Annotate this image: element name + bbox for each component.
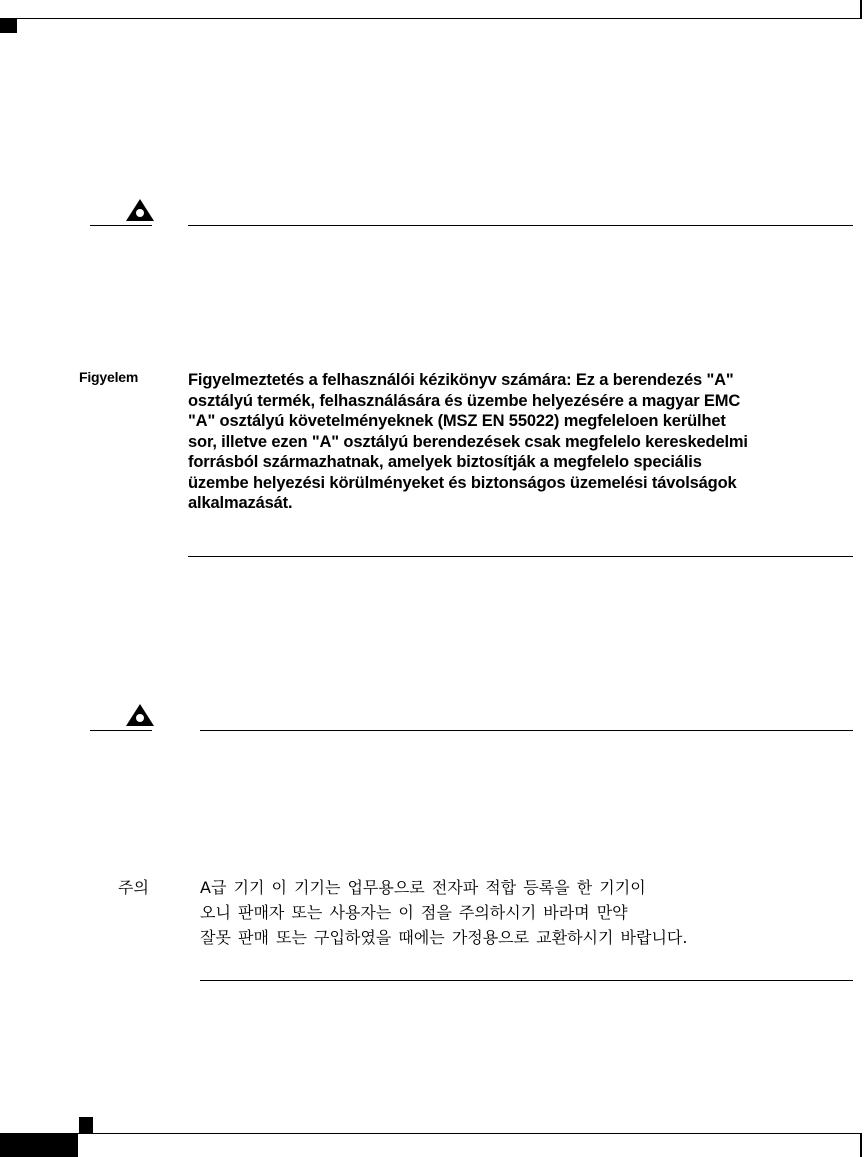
caution-text — [188, 370, 858, 514]
caution-icon-rule — [90, 225, 152, 226]
footer-rule — [0, 1133, 862, 1134]
caution-text-line: 잘못 판매 또는 구입하였을 때에는 가정용으로 교환하시기 바랍니다. — [200, 928, 688, 947]
caution-triangle-icon — [125, 703, 155, 727]
caution-text-line: 오니 판매자 또는 사용자는 이 점을 주의하시기 바라며 만약 — [200, 903, 628, 922]
caution-top-rule — [200, 730, 853, 731]
caution-icon-rule — [90, 730, 152, 731]
caution-text-line: A급 기기 이 기기는 업무용으로 전자파 적합 등록을 한 기기이 — [200, 878, 646, 897]
caution-triangle-icon — [125, 198, 155, 222]
caution-text-line: "A" osztályú követelményeknek (MSZ EN 55022) megfeleloen kerülhet — [188, 412, 726, 430]
footer-page-tab — [0, 1133, 78, 1157]
caution-text-line: üzembe helyezési körülményeket és biztonságos üzemelési távolságok — [188, 473, 737, 492]
footer-marker — [79, 1117, 93, 1133]
header-rule — [0, 18, 862, 19]
caution-text-line: Figyelmeztetés a felhasználói kézikönyv számára: Ez a berendezés "A" — [188, 371, 734, 389]
caution-bottom-rule — [188, 556, 853, 557]
caution-text-line: forrásból származhatnak, amelyek biztosítják a megfelelo speciális — [188, 453, 702, 471]
caution-label: Figyelem — [79, 369, 139, 385]
caution-text-line: sor, illetve ezen "A" osztályú berendezések csak megfelelo kereskedelmi — [188, 432, 748, 451]
header-marker — [0, 19, 17, 33]
caution-text-line: osztályú termék, felhasználására és üzembe helyezésére a magyar EMC — [188, 391, 741, 410]
caution-text-line: alkalmazását. — [188, 494, 293, 512]
footer-corner-mark — [860, 1134, 862, 1157]
caution-top-rule — [188, 225, 853, 226]
caution-label: 주의 — [118, 878, 149, 897]
caution-bottom-rule — [200, 980, 853, 981]
header-corner-mark — [860, 0, 862, 18]
caution-text — [200, 875, 840, 950]
